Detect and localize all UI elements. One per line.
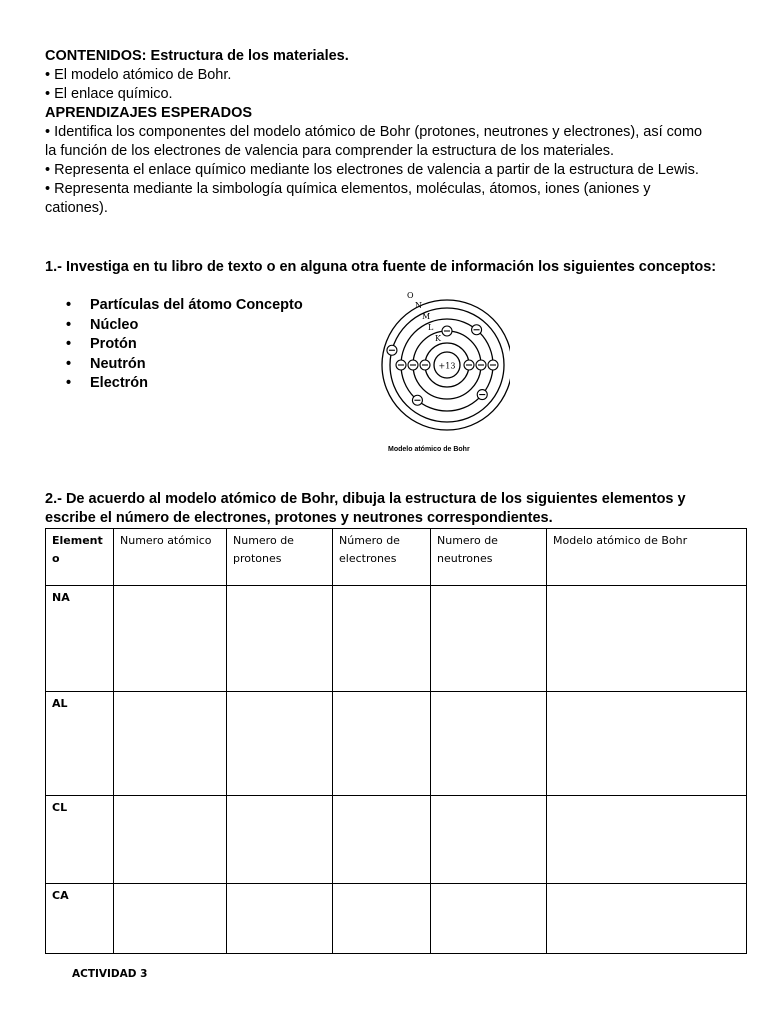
answer-cell[interactable] [431, 884, 547, 954]
drawing-cell[interactable] [547, 692, 747, 796]
contenidos-heading: CONTENIDOS: Estructura de los materiales. [45, 48, 349, 64]
answer-cell[interactable] [431, 586, 547, 692]
element-cell: CA [46, 884, 114, 954]
answer-cell[interactable] [431, 692, 547, 796]
shell-label-o: O [407, 291, 414, 300]
aprendizaje-item: • Representa el enlace químico mediante los electrones de valencia a partir de la estructura de Lewis. [45, 162, 699, 178]
element-cell: NA [46, 586, 114, 692]
bohr-caption: Modelo atómico de Bohr [388, 446, 470, 453]
element-cell: AL [46, 692, 114, 796]
table-row [46, 796, 747, 884]
concepts-list [66, 296, 303, 394]
shell-label-n: N [415, 301, 422, 310]
answer-cell[interactable] [333, 692, 431, 796]
elements-table [45, 528, 747, 954]
answer-cell[interactable] [227, 692, 333, 796]
concept-item: • Partículas del átomo Concepto [66, 296, 303, 316]
concept-item: • Electrón [66, 374, 303, 394]
drawing-cell[interactable] [547, 884, 747, 954]
drawing-cell[interactable] [547, 586, 747, 692]
answer-cell[interactable] [114, 884, 227, 954]
answer-cell[interactable] [227, 586, 333, 692]
question-2 [45, 490, 735, 528]
aprendizaje-item: • Representa mediante la simbología química elementos, moléculas, átomos, iones (aniones y cationes). [45, 181, 651, 216]
nucleus-label: +13 [438, 361, 456, 371]
question-1-text: 1.- Investiga en tu libro de texto o en alguna otra fuente de información los siguientes conceptos: [45, 259, 717, 275]
objectives-section [45, 47, 705, 218]
answer-cell[interactable] [114, 796, 227, 884]
shell-label-k: K [435, 334, 441, 343]
table-row [46, 692, 747, 796]
answer-cell[interactable] [431, 796, 547, 884]
table-header-row [46, 529, 747, 586]
header-modelo-bohr: Modelo atómico de Bohr [547, 529, 747, 586]
concept-item: • Protón [66, 335, 303, 355]
table-row [46, 884, 747, 954]
aprendizaje-item: • Identifica los componentes del modelo atómico de Bohr (protones, neutrones y electrones), así como la función de los electrones de valencia para comprender la estructura de los materiales. [45, 124, 703, 159]
answer-cell[interactable] [114, 586, 227, 692]
answer-cell[interactable] [333, 586, 431, 692]
question-1 [45, 258, 725, 277]
shell-label-l: L [428, 323, 434, 332]
question-2-text: 2.- De acuerdo al modelo atómico de Bohr, dibuja la estructura de los siguientes elementos y escribe el número de electrones, protones y neutrones correspondientes. [45, 491, 686, 526]
answer-cell[interactable] [227, 884, 333, 954]
concept-item: • Neutrón [66, 355, 303, 375]
contenidos-item: • El modelo atómico de Bohr. [45, 67, 232, 83]
header-electrones: Número de electrones [333, 529, 431, 586]
header-element: Element o [46, 529, 114, 586]
element-cell: CL [46, 796, 114, 884]
concept-item: • Núcleo [66, 316, 303, 336]
bohr-model-figure [370, 286, 510, 456]
activity-label: ACTIVIDAD 3 [72, 968, 148, 980]
header-neutrones: Numero de neutrones [431, 529, 547, 586]
answer-cell[interactable] [227, 796, 333, 884]
header-protones: Numero de protones [227, 529, 333, 586]
aprendizajes-heading: APRENDIZAJES ESPERADOS [45, 105, 253, 121]
contenidos-item: • El enlace químico. [45, 86, 173, 102]
answer-cell[interactable] [114, 692, 227, 796]
drawing-cell[interactable] [547, 796, 747, 884]
table-row [46, 586, 747, 692]
header-numero-atomico: Numero atómico [114, 529, 227, 586]
answer-cell[interactable] [333, 884, 431, 954]
shell-label-m: M [422, 312, 431, 321]
answer-cell[interactable] [333, 796, 431, 884]
